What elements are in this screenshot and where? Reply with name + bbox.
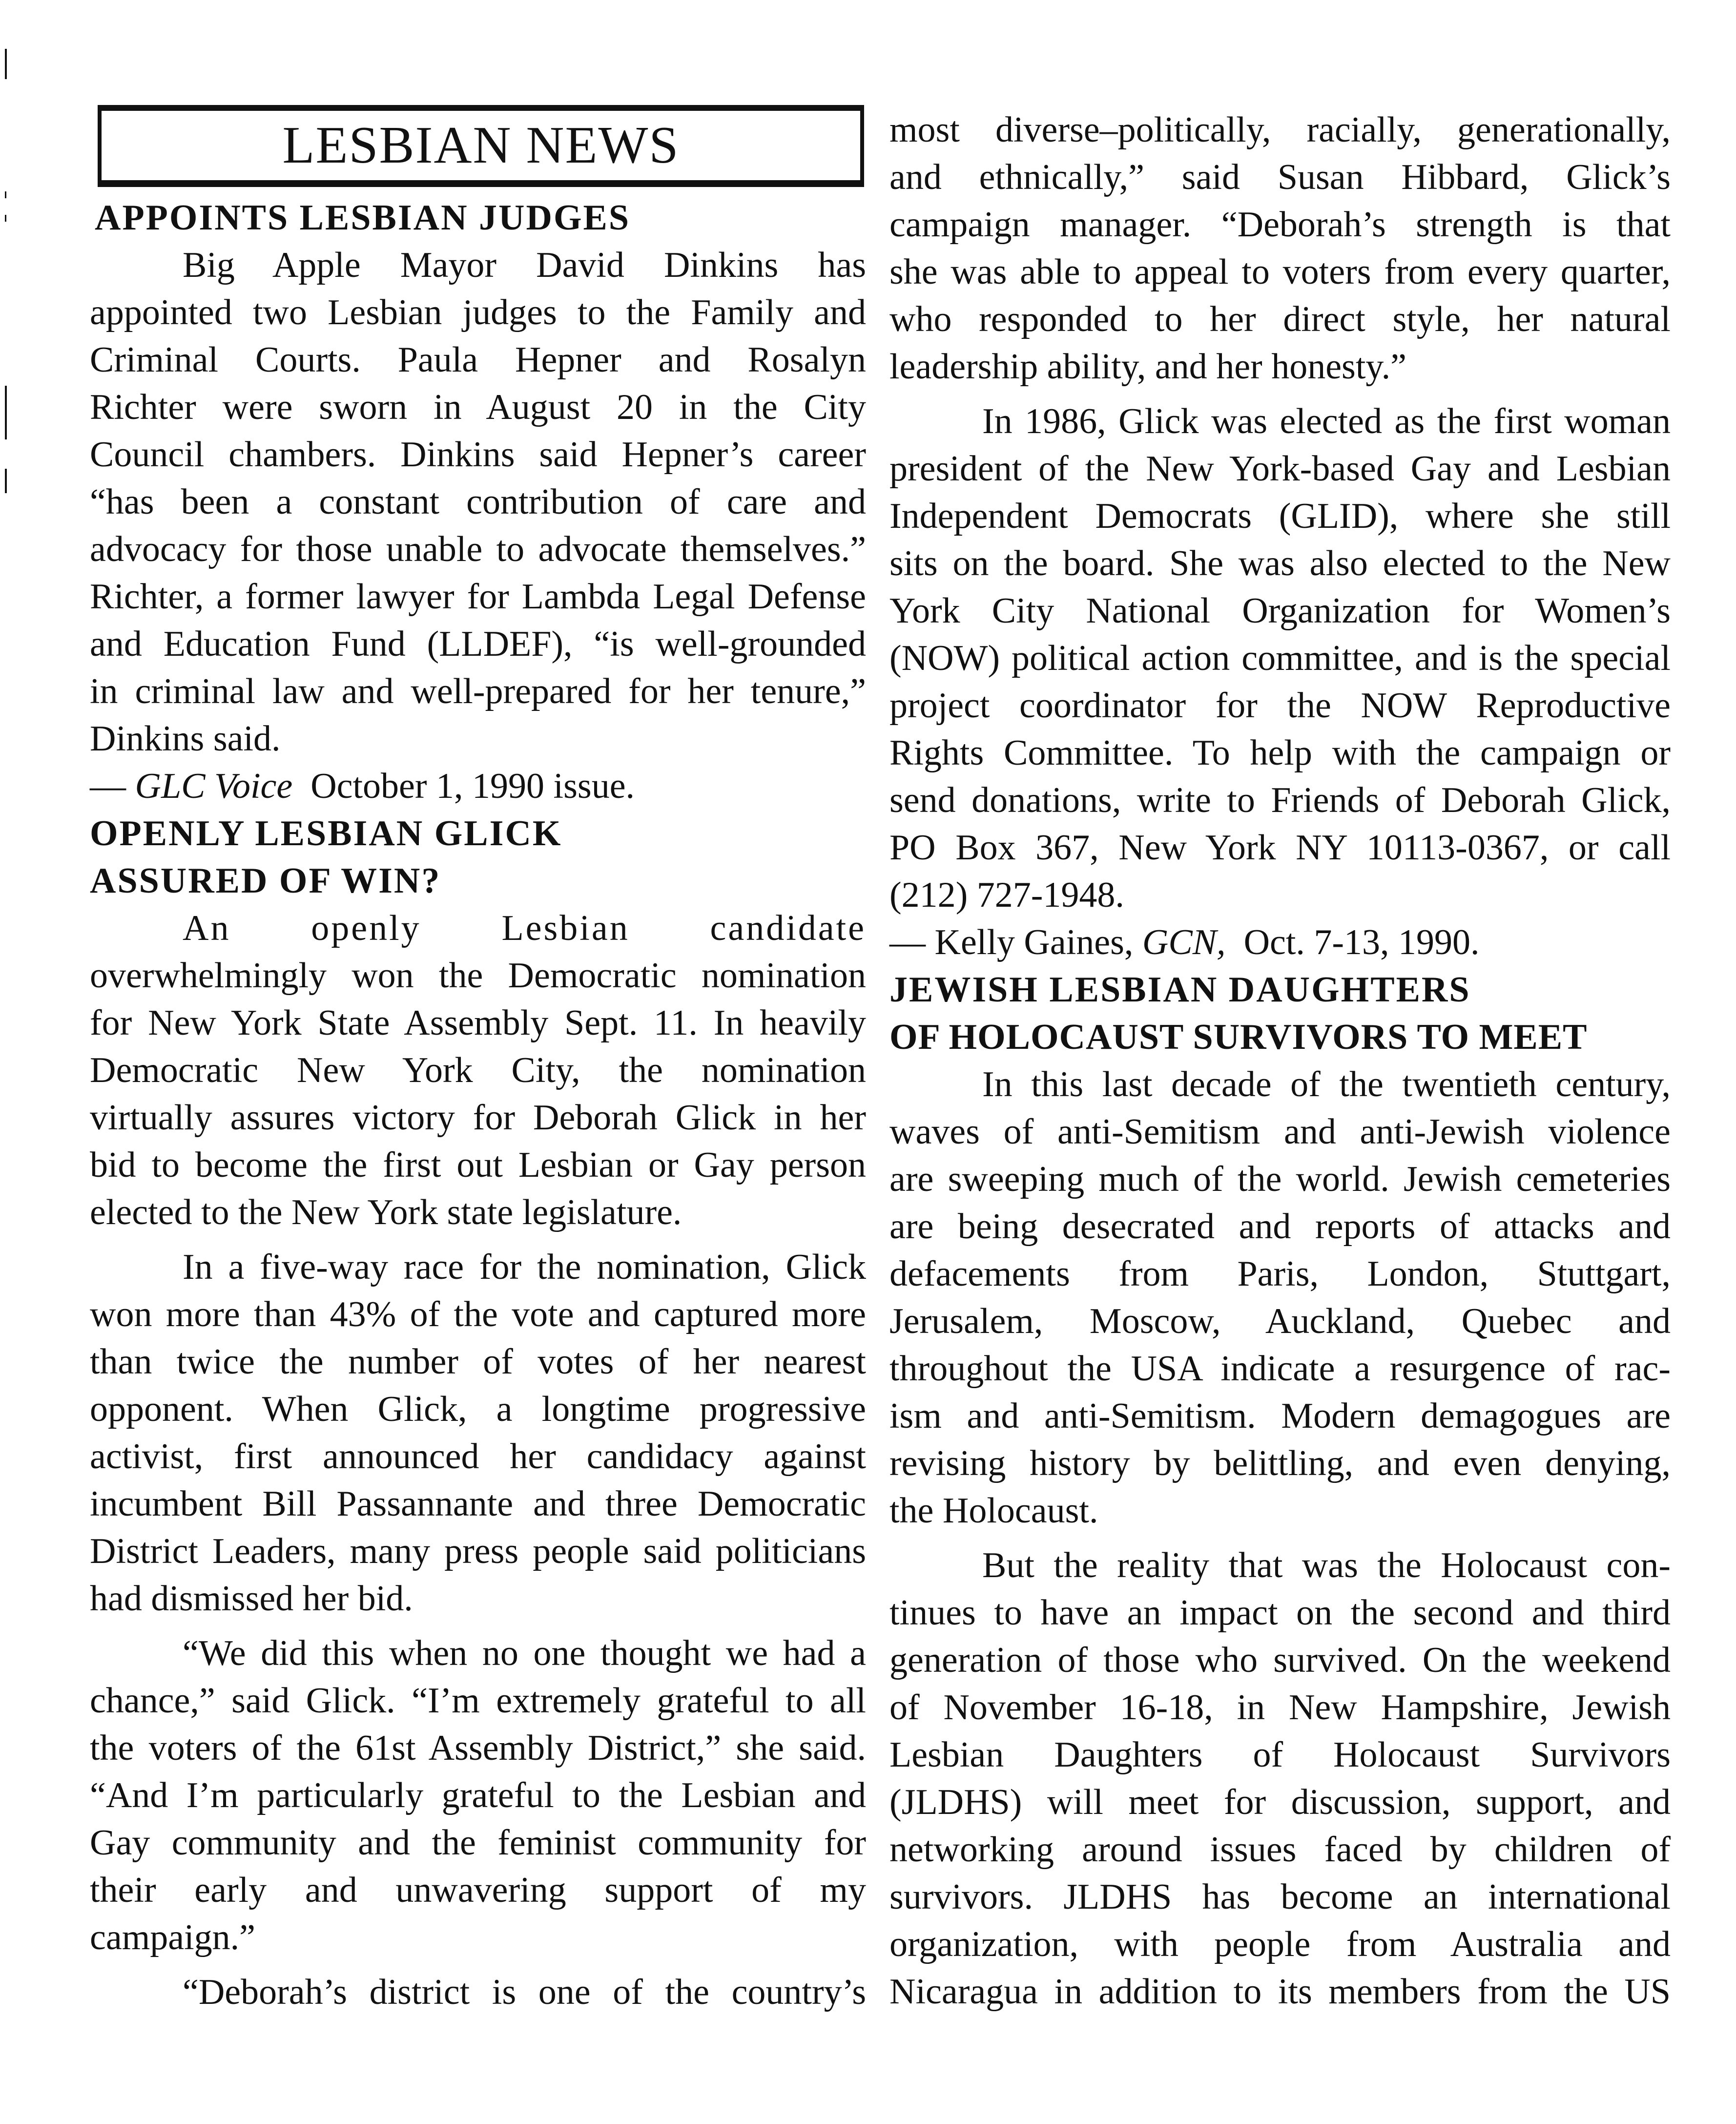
body-line: waves of anti-Semitism and anti-Jewish violence xyxy=(889,1112,1671,1152)
body-line: organization, with people from Australia and xyxy=(889,1924,1671,1964)
body-line: chance,” said Glick. “I’m extremely grateful to all xyxy=(90,1681,866,1721)
source-publication: GLC Voice xyxy=(135,766,293,806)
body-line: Council chambers. Dinkins said Hepner’s career xyxy=(90,435,866,475)
headline-jewish-lesbian-daughters-1: JEWISH LESBIAN DAUGHTERS xyxy=(889,970,1471,1010)
body-line: in criminal law and well-prepared for her tenure,” xyxy=(90,671,866,711)
body-line: Richter were sworn in August 20 in the City xyxy=(90,387,866,427)
body-line: the voters of the 61st Assembly District,” she said. xyxy=(90,1728,866,1768)
body-line: opponent. When Glick, a longtime progressive xyxy=(90,1389,866,1429)
body-line: send donations, write to Friends of Deborah Glick, xyxy=(889,780,1671,820)
body-line: virtually assures victory for Deborah Glick in her xyxy=(90,1098,866,1138)
body-line: most diverse–politically, racially, generationally, xyxy=(889,110,1671,150)
source-credit: — GLC Voice October 1, 1990 issue. xyxy=(90,766,635,806)
body-line: the Holocaust. xyxy=(889,1491,1098,1531)
body-line: won more than 43% of the vote and captured more xyxy=(90,1294,866,1334)
body-line: and ethnically,” said Susan Hibbard, Glick’s xyxy=(889,157,1671,197)
body-line: than twice the number of votes of her nearest xyxy=(90,1342,866,1382)
body-line: Dinkins said. xyxy=(90,719,281,759)
body-line: In this last decade of the twentieth century, xyxy=(982,1064,1671,1104)
body-line: appointed two Lesbian judges to the Family and xyxy=(90,292,866,333)
body-line: “has been a constant contribution of care and xyxy=(90,482,866,522)
headline-jewish-lesbian-daughters-2: OF HOLOCAUST SURVIVORS TO MEET xyxy=(889,1017,1588,1057)
body-line: president of the New York-based Gay and Lesbian xyxy=(889,449,1671,489)
body-line: overwhelmingly won the Democratic nomination xyxy=(90,956,866,996)
body-line: survivors. JLDHS has become an international xyxy=(889,1877,1671,1917)
body-line: campaign manager. “Deborah’s strength is that xyxy=(889,205,1671,245)
body-line: PO Box 367, New York NY 10113-0367, or call xyxy=(889,828,1671,868)
body-line: had dismissed her bid. xyxy=(90,1579,413,1619)
body-line: Independent Democrats (GLID), where she still xyxy=(889,496,1671,536)
masthead-box xyxy=(98,105,864,187)
body-line: are being desecrated and reports of attacks and xyxy=(889,1207,1671,1247)
body-line: their early and unwavering support of my xyxy=(90,1870,866,1910)
body-line: Criminal Courts. Paula Hepner and Rosalyn xyxy=(90,340,866,380)
body-line: who responded to her direct style, her natural xyxy=(889,299,1671,339)
headline-openly-lesbian-glick-2: ASSURED OF WIN? xyxy=(90,861,441,901)
body-line: are sweeping much of the world. Jewish cemeteries xyxy=(889,1159,1671,1199)
body-line: “We did this when no one thought we had a xyxy=(183,1633,866,1673)
body-line: District Leaders, many press people said politicians xyxy=(90,1531,866,1571)
body-line: But the reality that was the Holocaust con- xyxy=(982,1545,1671,1585)
source-publication: GCN, xyxy=(1142,922,1226,962)
body-line: (JLDHS) will meet for discussion, support, and xyxy=(889,1782,1671,1822)
body-line: Big Apple Mayor David Dinkins has xyxy=(183,245,866,285)
body-line: Richter, a former lawyer for Lambda Legal Defense xyxy=(90,577,866,617)
scan-margin-mark xyxy=(5,469,7,493)
body-line: bid to become the first out Lesbian or Gay person xyxy=(90,1145,866,1185)
body-line: In 1986, Glick was elected as the first woman xyxy=(982,401,1671,441)
body-line: Democratic New York City, the nomination xyxy=(90,1050,866,1090)
body-line: revising history by belittling, and even denying, xyxy=(889,1443,1671,1483)
body-line: throughout the USA indicate a resurgence of rac- xyxy=(889,1349,1671,1389)
body-line: (212) 727-1948. xyxy=(889,875,1124,915)
headline-openly-lesbian-glick-1: OPENLY LESBIAN GLICK xyxy=(90,813,562,854)
body-line: Gay community and the feminist community for xyxy=(90,1823,866,1863)
body-line: An openly Lesbian candidate xyxy=(183,908,866,948)
body-line: project coordinator for the NOW Reproductive xyxy=(889,686,1671,726)
source-credit: — Kelly Gaines, GCN, Oct. 7-13, 1990. xyxy=(889,922,1480,962)
scan-margin-mark xyxy=(5,49,7,79)
body-line: campaign.” xyxy=(90,1917,255,1957)
body-line: defacements from Paris, London, Stuttgart, xyxy=(889,1254,1671,1294)
body-line: generation of those who survived. On the weekend xyxy=(889,1640,1671,1680)
body-line: In a five-way race for the nomination, Glick xyxy=(183,1247,866,1287)
scan-margin-mark xyxy=(5,215,6,222)
masthead-title: LESBIAN NEWS xyxy=(282,116,680,174)
body-line: she was able to appeal to voters from every quarter, xyxy=(889,252,1671,292)
body-line: networking around issues faced by children of xyxy=(889,1830,1671,1870)
body-line: and Education Fund (LLDEF), “is well-grounded xyxy=(90,624,866,664)
body-line: “And I’m particularly grateful to the Lesbian and xyxy=(90,1775,866,1815)
body-line: incumbent Bill Passannante and three Democratic xyxy=(90,1484,866,1524)
body-line: tinues to have an impact on the second and third xyxy=(889,1593,1671,1633)
body-line: (NOW) political action committee, and is the special xyxy=(889,638,1671,678)
body-line: for New York State Assembly Sept. 11. In heavily xyxy=(90,1003,866,1043)
body-line: Lesbian Daughters of Holocaust Survivors xyxy=(889,1735,1671,1775)
body-line: York City National Organization for Women’s xyxy=(889,591,1671,631)
body-line: leadership ability, and her honesty.” xyxy=(889,347,1406,387)
body-line: activist, first announced her candidacy against xyxy=(90,1437,866,1477)
body-line: advocacy for those unable to advocate themselves.” xyxy=(90,529,866,569)
scan-margin-mark xyxy=(5,386,7,439)
headline-appoints-lesbian-judges: APPOINTS LESBIAN JUDGES xyxy=(95,198,631,238)
body-line: elected to the New York state legislature. xyxy=(90,1192,682,1232)
body-line: Jerusalem, Moscow, Auckland, Quebec and xyxy=(889,1301,1671,1341)
scan-margin-mark xyxy=(5,191,6,198)
body-line: “Deborah’s district is one of the country’s xyxy=(183,1972,866,2012)
body-line: of November 16-18, in New Hampshire, Jewish xyxy=(889,1687,1671,1728)
body-line: ism and anti-Semitism. Modern demagogues are xyxy=(889,1396,1671,1436)
body-line: Nicaragua in addition to its members from the US xyxy=(889,1972,1671,2012)
body-line: sits on the board. She was also elected to the New xyxy=(889,543,1671,583)
body-line: Rights Committee. To help with the campaign or xyxy=(889,733,1671,773)
